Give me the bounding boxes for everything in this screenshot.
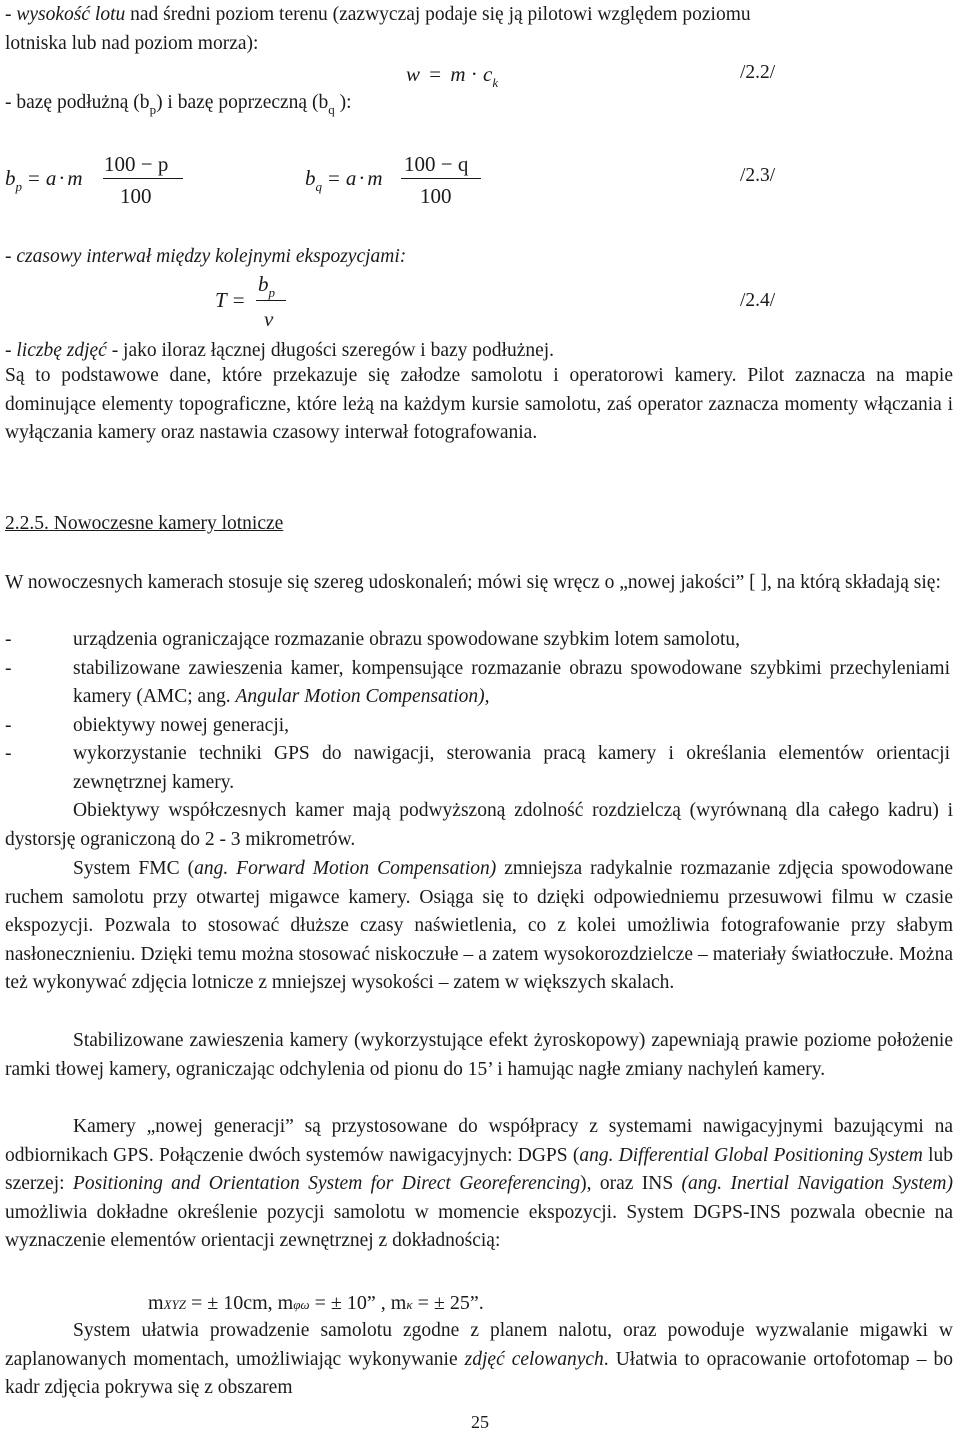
accuracy-values: mXYZ = ± 10cm, mφω = ± 10” , mκ = ± 25”. [148,1292,484,1314]
text-line-interval: - czasowy interwał między kolejnymi ekspozycjami: [5,246,407,267]
paragraph-stabilization: Stabilizowane zawieszenia kamery (wykorzystujące efekt żyroskopowy) zapewniają prawie poziome położenie ramki tłowej kamery, ograniczając odchylenia od pionu do 15’ i hamując nagłe zmiany nachyleń kamery. [5,1030,953,1080]
term-photo-count: liczbę zdjęć [16,340,107,361]
list-item: - obiektywy nowej generacji, [5,714,290,736]
formula-2-2-label: /2.2/ [740,62,776,83]
fraction-bar [256,300,286,301]
section-number: 2.2.5. [5,513,49,534]
fraction-bar [401,178,481,179]
term-flight-height: wysokość lotu [16,4,126,25]
list-item: - urządzenia ograniczające rozmazanie obrazu spowodowane szybkim lotem samolotu, [5,629,741,650]
list-item: - wykorzystanie techniki GPS do nawigacji, sterowania pracą kamery i określania elementów orientacji zewnętrznej kamery. [5,743,950,793]
formula-bp-lhs: $b_p = a\cdot m$ [5,166,83,194]
formula-2-4-label: /2.4/ [740,290,776,311]
formula-bp-numerator: 100 − p [104,152,169,176]
paragraph-fmc: System FMC (ang. Forward Motion Compensation) zmniejsza radykalnie rozmazanie zdjęcia spowodowane ruchem samolotu przy otwartej migawce kamery. Osiąga się to dzięki odpowiedniemu przesuwowi filmu w czasie ekspozycji. Pozwala to stosować dłuższe czasy naświetlenia, co z kolei umożliwia fotografowanie przy słabym nasłonecznieniu. Dzięki temu można stosować niskoczułe – a zatem wysokorozdzielcze – materiały światłoczułe. Można też wykonywać zdjęcia lotnicze z mniejszej wysokości – zatem w większych skalach. [5,858,953,994]
formula-T-numerator: $b_p$ [258,272,275,300]
formula-bp-denominator: 100 [120,184,152,208]
list-item: - stabilizowane zawieszenia kamer, kompensujące rozmazanie obrazu spowodowane szybkimi przechyleniami kamery (AMC; ang. Angular Motion Compensation), [5,657,950,708]
page-number: 25 [471,1412,489,1432]
paragraph-gps: Kamery „nowej generacji” są przystosowane do współpracy z systemami nawigacyjnymi bazującymi na odbiornikach GPS. Połączenie dwóch systemów nawigacyjnych: DGPS (ang. Differential Global Positioning System lub szerzej: Positioning and Orientation System for Direct Georeferencing), oraz INS (ang. Inertial Navigation System) umożliwia dokładne określenie pozycji samolotu w momencie ekspozycji. System DGPS-INS pozwala obecnie na wyznaczenie elementów orientacji zewnętrznej z dokładnością: [5,1116,954,1252]
improvements-list [5,626,950,798]
text-line-bases: - bazę podłużną $(b_p)$ i bazę poprzeczną ($b_q$ ): [5,92,352,117]
text-line-airport: lotniska lub nad poziom morza): [5,33,259,54]
section-title: Nowoczesne kamery lotnicze [53,513,284,534]
formula-bq-denominator: 100 [420,184,452,208]
text-line-flight-height: - wysokość lotu nad średni poziom terenu (zazwyczaj podaje się ją pilotowi względem poziomu [5,4,751,25]
paragraph-basic-data: Są to podstawowe dane, które przekazuje się załodze samolotu i operatorowi kamery. Pilot zaznacza na mapie dominujące elementy topograficzne, które leżą na każdym kursie samolotu, zaś operator zaznacza momenty włączania i wyłączania kamery oraz nastawia czasowy interwał fotografowania. [5,365,953,444]
text-line-photo-count: - liczbę zdjęć - jako iloraz łącznej długości szeregów i bazy podłużnej. [5,340,555,361]
paragraph-improvements: W nowoczesnych kamerach stosuje się szereg udoskonaleń; mówi się wręcz o „nowej jakości” [ ], na którą składają się: [5,572,941,593]
formula-T-denominator: v [264,307,274,331]
formula-2-2: $w = m \cdot c_k$ [406,62,499,90]
formula-T-lhs: T = [215,288,245,312]
formula-bq-numerator: 100 − q [404,152,469,176]
formula-2-3-label: /2.3/ [740,165,776,186]
paragraph-targeted-photos: System ułatwia prowadzenie samolotu zgodne z planem nalotu, oraz powoduje wyzwalanie migawki w zaplanowanych momentach, umożliwiając wykonywanie zdjęć celowanych. Ułatwia to opracowanie ortofotomap – bo kadr zdjęcia pokrywa się z obszarem [5,1320,953,1399]
formula-bq-lhs: $b_q = a\cdot m$ [305,166,383,194]
section-heading [5,513,283,534]
fraction-bar [103,178,183,179]
paragraph-lenses: Obiektywy współczesnych kamer mają podwyższoną zdolność rozdzielczą (wyrównaną dla całego kadru) i dystorsję ograniczoną do 2 - 3 mikrometrów. [5,800,953,850]
